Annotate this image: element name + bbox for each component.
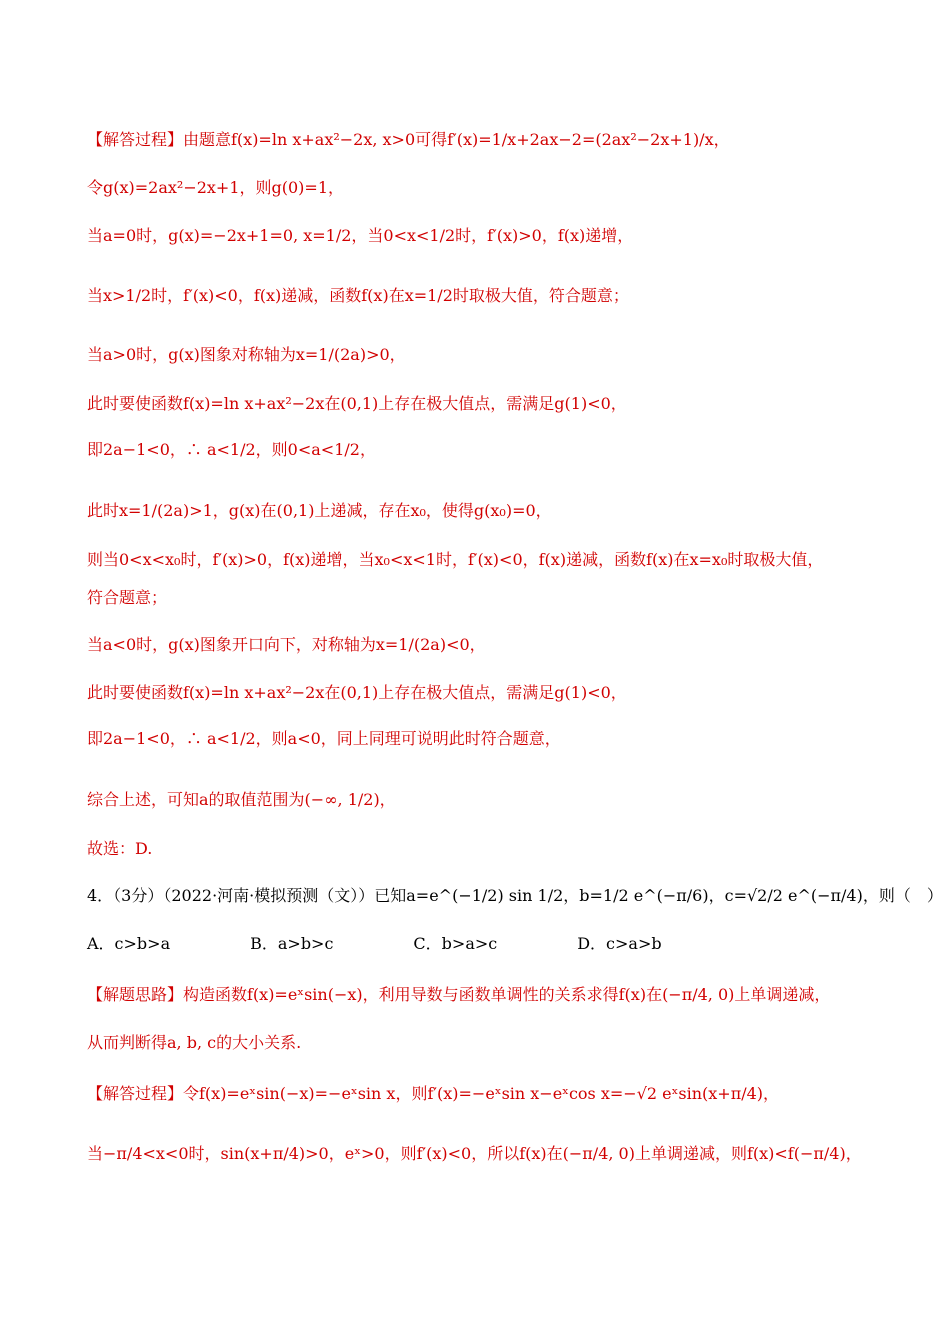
solution-idea-line-1: 【解题思路】构造函数f(x)=eˣsin(−x)，利用导数与函数单调性的关系求得f(x)在(−π/4, 0)上单调递减， xyxy=(87,985,831,1004)
answer-line: 故选：D. xyxy=(87,839,153,858)
solution-line-7: 即2a−1<0，∴ a<1/2，则0<a<1/2， xyxy=(87,440,376,459)
solution-line-4: 当x>1/2时，f′(x)<0，f(x)递减，函数f(x)在x=1/2时取极大值，符合题意； xyxy=(87,286,629,305)
solution-line-1: 【解答过程】由题意f(x)=ln x+ax²−2x, x>0可得f′(x)=1/x+2ax−2=(2ax²−2x+1)/x， xyxy=(87,130,730,149)
solution-line-3: 当a=0时，g(x)=−2x+1=0, x=1/2，当0<x<1/2时，f′(x)>0，f(x)递增， xyxy=(87,226,634,245)
solution-line-12: 此时要使函数f(x)=ln x+ax²−2x在(0,1)上存在极大值点，需满足g(1)<0， xyxy=(87,683,627,702)
solution-line-11: 当a<0时，g(x)图象开口向下，对称轴为x=1/(2a)<0， xyxy=(87,635,486,654)
solution-line-6: 此时要使函数f(x)=ln x+ax²−2x在(0,1)上存在极大值点，需满足g(1)<0， xyxy=(87,394,627,413)
solution-line-8: 此时x=1/(2a)>1，g(x)在(0,1)上递减，存在x₀，使得g(x₀)=0， xyxy=(87,501,552,520)
solution-process-line-2: 当−π/4<x<0时，sin(x+π/4)>0，eˣ>0，则f′(x)<0，所以f(x)在(−π/4, 0)上单调递减，则f(x)<f(−π/4)， xyxy=(87,1144,862,1163)
question-4-options: A．c>b>a B．a>b>c C．b>a>c D．c>a>b xyxy=(87,934,662,953)
solution-line-14: 综合上述，可知a的取值范围为(−∞, 1/2)， xyxy=(87,790,396,809)
solution-line-10: 符合题意； xyxy=(87,588,168,607)
solution-line-9: 则当0<x<x₀时，f′(x)>0，f(x)递增，当x₀<x<1时，f′(x)<0，f(x)递减，函数f(x)在x=x₀时取极大值， xyxy=(87,550,824,569)
solution-process-line-1: 【解答过程】令f(x)=eˣsin(−x)=−eˣsin x，则f′(x)=−eˣsin x−eˣcos x=−√2 eˣsin(x+π/4)， xyxy=(87,1084,780,1103)
solution-line-2: 令g(x)=2ax²−2x+1，则g(0)=1， xyxy=(87,178,345,197)
solution-line-5: 当a>0时，g(x)图象对称轴为x=1/(2a)>0， xyxy=(87,345,406,364)
solution-line-13: 即2a−1<0，∴ a<1/2，则a<0，同上同理可说明此时符合题意， xyxy=(87,729,561,748)
question-4-stem: 4．（3分）（2022·河南·模拟预测（文））已知a=e^(−1/2) sin 1/2，b=1/2 e^(−π/6)，c=√2/2 e^(−π/4)，则（ ） xyxy=(87,886,943,905)
solution-idea-line-2: 从而判断得a, b, c的大小关系. xyxy=(87,1033,302,1052)
